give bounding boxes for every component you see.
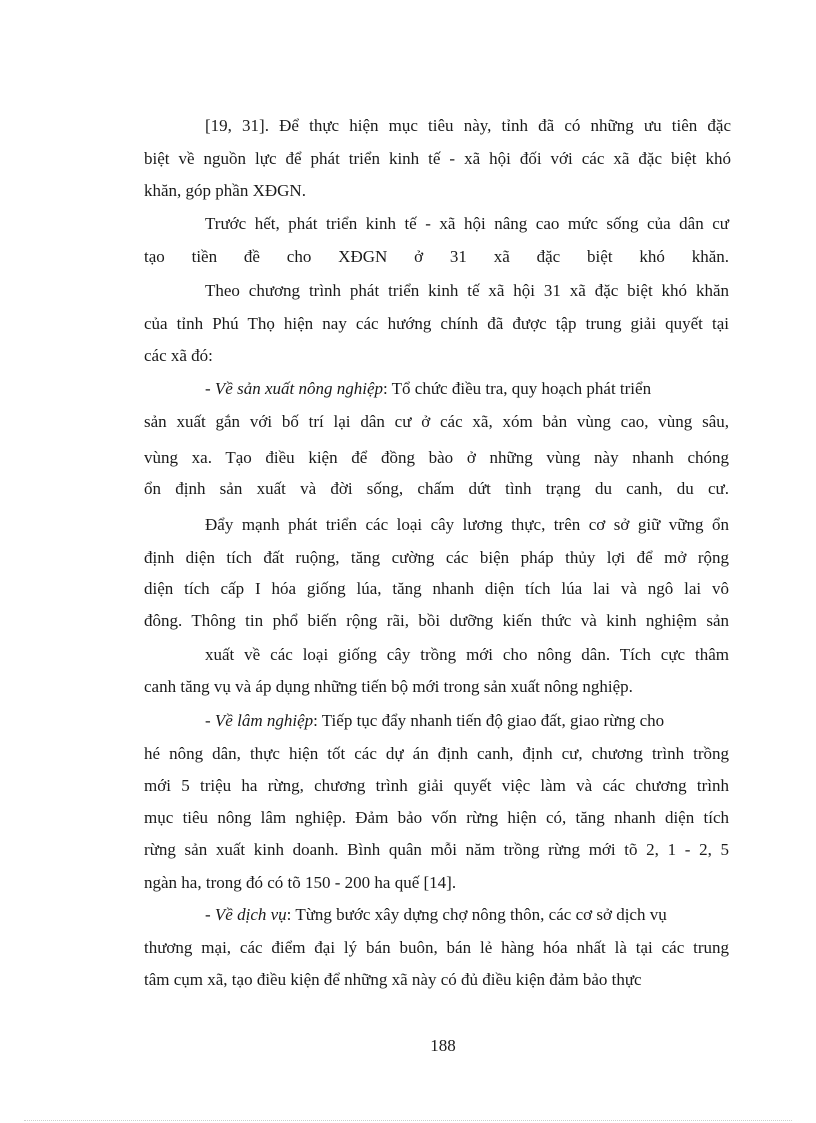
body-line: các xã đó: bbox=[144, 346, 213, 365]
page-number: 188 bbox=[430, 1036, 456, 1055]
agriculture-first-text: : Tổ chức điều tra, quy hoạch phát triển bbox=[383, 379, 652, 398]
body-line: định diện tích đất ruộng, tăng cường các biện pháp thủy lợi để mở rộng bbox=[144, 548, 729, 567]
body-line: Đẩy mạnh phát triển các loại cây lương thực, trên cơ sở giữ vững ổn bbox=[205, 515, 729, 534]
body-line: Trước hết, phát triển kinh tế - xã hội nâng cao mức sống của dân cư bbox=[205, 214, 729, 233]
body-line: mục tiêu nông lâm nghiệp. Đảm bảo vốn rừng hiện có, tăng nhanh diện tích bbox=[144, 808, 729, 827]
body-line: ổn định sản xuất và đời sống, chấm dứt tình trạng du canh, du cư. bbox=[144, 479, 729, 498]
body-line: hé nông dân, thực hiện tốt các dự án định canh, định cư, chương trình trồng bbox=[144, 744, 729, 763]
body-line: xuất về các loại giống cây trồng mới cho nông dân. Tích cực thâm bbox=[205, 645, 729, 664]
body-line: sản xuất gắn với bố trí lại dân cư ở các xã, xóm bản vùng cao, vùng sâu, bbox=[144, 412, 729, 431]
body-line: đông. Thông tin phổ biến rộng rãi, bồi dưỡng kiến thức và kinh nghiệm sản bbox=[144, 611, 729, 630]
body-line: tâm cụm xã, tạo điều kiện để những xã này có đủ điều kiện đảm bảo thực bbox=[144, 970, 642, 989]
body-line: thương mại, các điểm đại lý bán buôn, bán lẻ hàng hóa nhất là tại các trung bbox=[144, 938, 729, 957]
body-line: biệt về nguồn lực để phát triển kinh tế - xã hội đối với các xã đặc biệt khó bbox=[144, 149, 731, 168]
body-line: vùng xa. Tạo điều kiện để đồng bào ở những vùng này nhanh chóng bbox=[144, 448, 729, 467]
forestry-first-line bbox=[205, 710, 664, 732]
forestry-first-text: : Tiếp tục đẩy nhanh tiến độ giao đất, giao rừng cho bbox=[313, 711, 665, 730]
agriculture-heading: - Về sản xuất nông nghiệp bbox=[205, 379, 383, 398]
body-line: rừng sản xuất kinh doanh. Bình quân mỗi năm trồng rừng mới tõ 2, 1 - 2, 5 bbox=[144, 840, 729, 859]
agriculture-first-line bbox=[205, 378, 651, 400]
forestry-heading: - Về lâm nghiệp bbox=[205, 711, 314, 730]
body-line: tạo tiền đề cho XĐGN ở 31 xã đặc biệt khó khăn. bbox=[144, 247, 729, 266]
services-first-line bbox=[205, 904, 667, 926]
body-line: khăn, góp phần XĐGN. bbox=[144, 181, 306, 200]
services-heading: - Về dịch vụ bbox=[205, 905, 287, 924]
body-line: diện tích cấp I hóa giống lúa, tăng nhanh diện tích lúa lai và ngô lai vô bbox=[144, 579, 729, 598]
body-line: ngàn ha, trong đó có tõ 150 - 200 ha quế [14]. bbox=[144, 873, 457, 892]
body-line: mới 5 triệu ha rừng, chương trình giải quyết việc làm và các chương trình bbox=[144, 776, 729, 795]
page-bottom-divider bbox=[24, 1120, 792, 1121]
body-line: canh tăng vụ và áp dụng những tiến bộ mới trong sản xuất nông nghiệp. bbox=[144, 677, 633, 696]
services-first-text: : Từng bước xây dựng chợ nông thôn, các cơ sở dịch vụ bbox=[286, 905, 667, 924]
body-line: Theo chương trình phát triển kinh tế xã hội 31 xã đặc biệt khó khăn bbox=[205, 281, 729, 300]
body-line: của tỉnh Phú Thọ hiện nay các hướng chính đã được tập trung giải quyết tại bbox=[144, 314, 729, 333]
body-line: [19, 31]. Để thực hiện mục tiêu này, tỉnh đã có những ưu tiên đặc bbox=[205, 116, 731, 135]
